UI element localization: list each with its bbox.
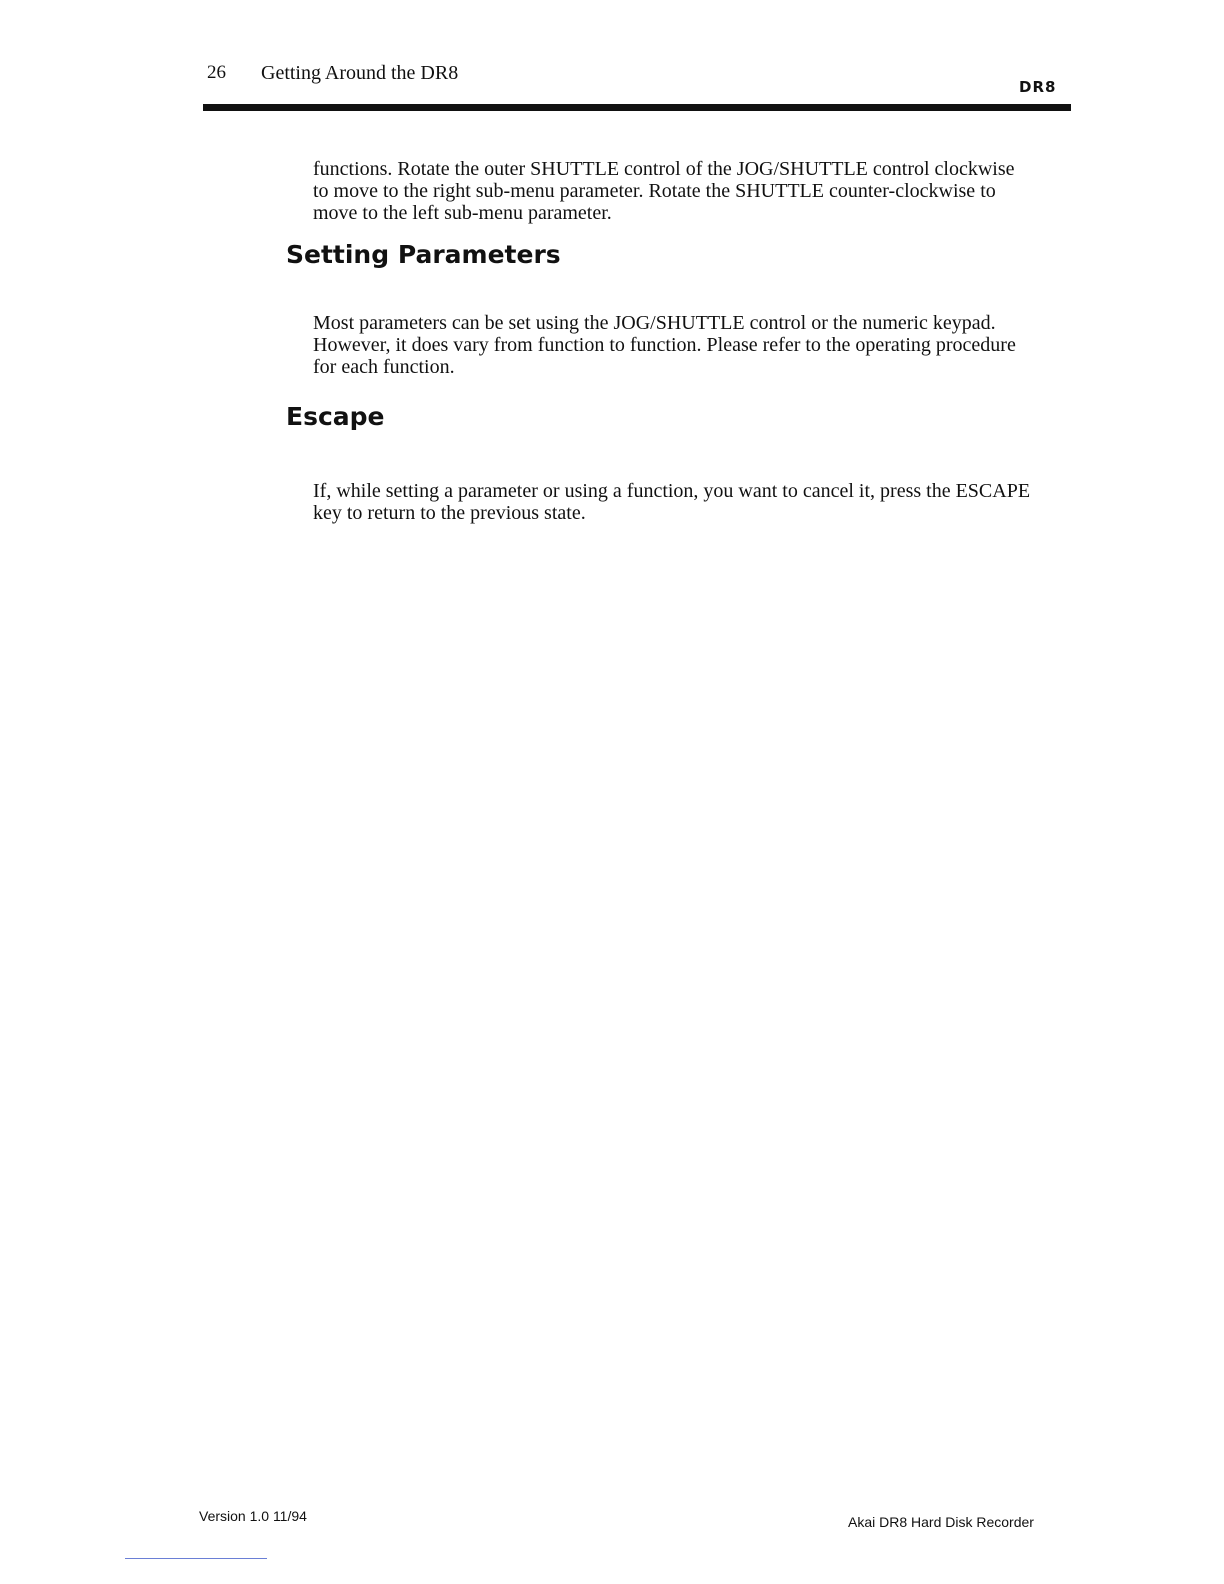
intro-paragraph: functions. Rotate the outer SHUTTLE control of the JOG/SHUTTLE control clockwise to move to the right sub-menu parameter. Rotate the SHUTTLE counter-clockwise to move to the left sub-menu parameter. (313, 158, 1015, 224)
page-number: 26 (207, 62, 226, 83)
heading-escape: Escape (286, 402, 385, 431)
footer-version: Version 1.0 11/94 (199, 1508, 307, 1524)
footer-underline (125, 1558, 267, 1559)
header-rule (203, 104, 1071, 111)
heading-setting-parameters: Setting Parameters (286, 240, 561, 269)
paragraph-escape: If, while setting a parameter or using a function, you want to cancel it, press the ESCAPE key to return to the previous state. (313, 480, 1031, 524)
paragraph-setting-parameters: Most parameters can be set using the JOG/SHUTTLE control or the numeric keypad. However, it does vary from function to function. Please refer to the operating procedure for each function. (313, 312, 1016, 378)
brand-logo: DR8 (1019, 78, 1057, 96)
running-head: Getting Around the DR8 (261, 62, 459, 84)
footer-product: Akai DR8 Hard Disk Recorder (848, 1514, 1034, 1530)
